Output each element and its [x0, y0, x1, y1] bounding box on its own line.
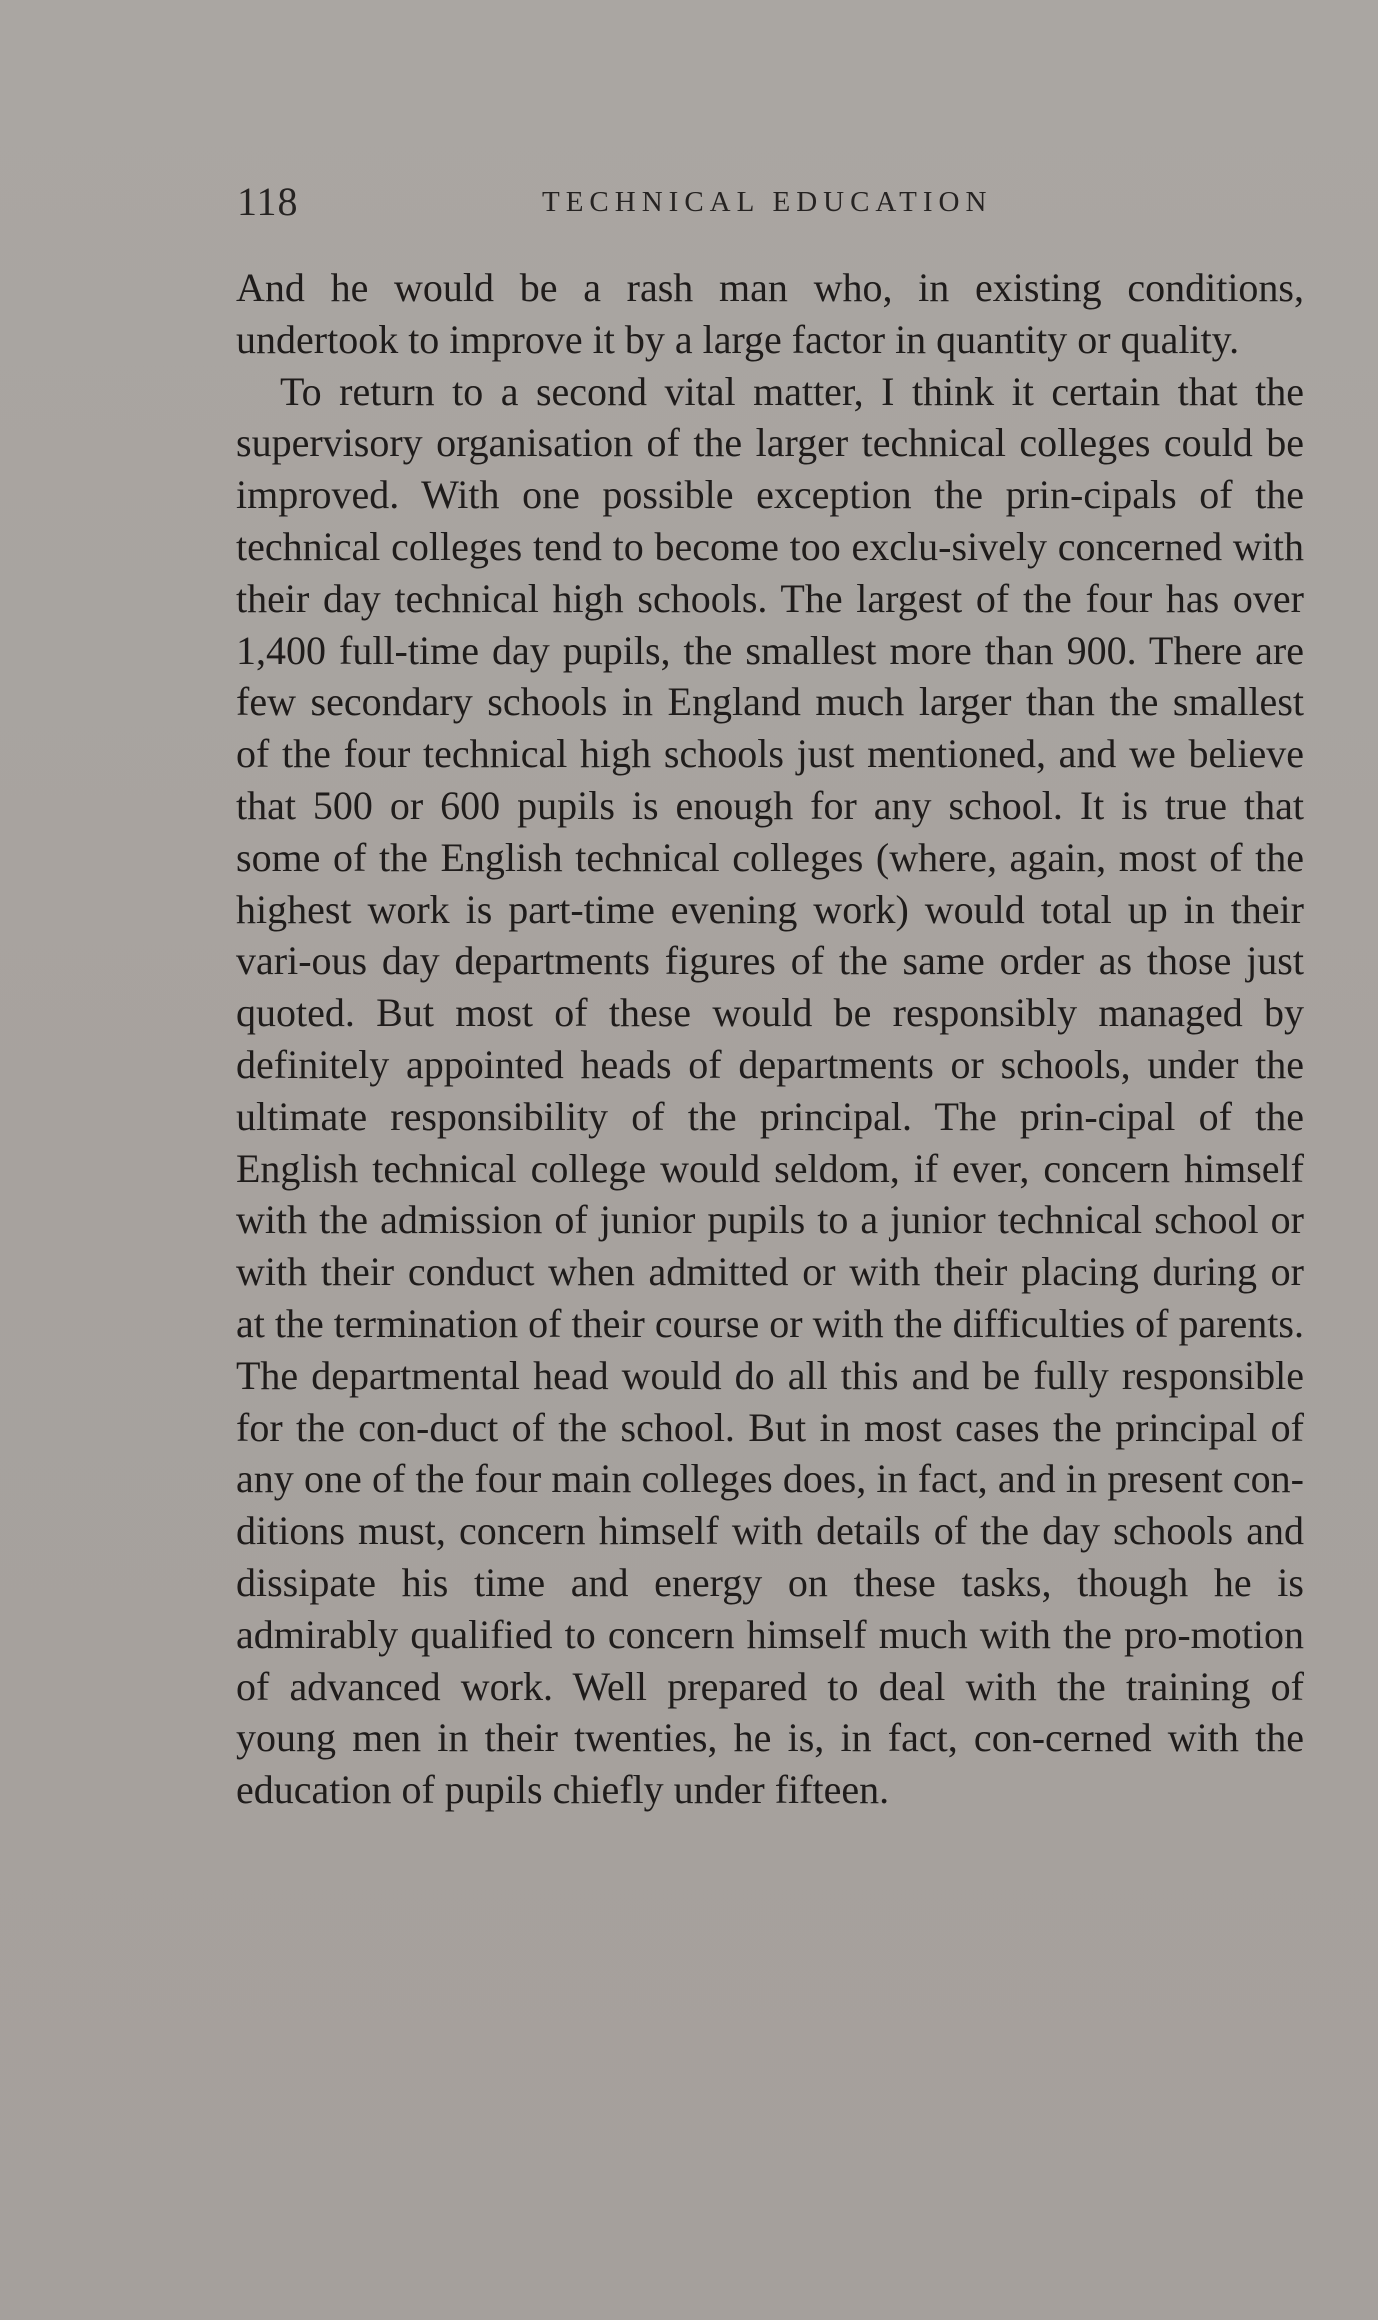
paragraph-supervisory-organisation: To return to a second vital matter, I think it certain that the supervisory organisation of the larger technical colleges could be improved. With one possible exception the prin-cipals of the technical colleges tend to become too exclu-sively concerned with their day technical high schools. The largest of the four has over 1,400 full-time day pupils, the smallest more than 900. There are few secondary schools in England much larger than the smallest of the four technical high schools just mentioned, and we believe that 500 or 600 pupils is enough for any school. It is true that some of the English technical colleges (where, again, most of the highest work is part-time evening work) would total up in their vari-ous day departments figures of the same order as those just quoted. But most of these would be responsibly managed by definitely appointed heads of departments or schools, under the ultimate responsibility of the principal. The prin-cipal of the English technical college would seldom, if ever, concern himself with the admission of junior pupils to a junior technical school or with their conduct when admitted or with their placing during or at the termination of their course or with the difficulties of parents. The departmental head would do all this and be fully responsible for the con-duct of the school. But in most cases the principal of any one of the four main colleges does, in fact, and in present con-ditions must, concern himself with details of the day schools and dissipate his time and energy on these tasks, though he is admirably qualified to concern himself much with the pro-motion of advanced work. Well prepared to deal with the training of young men in their twenties, he is, in fact, con-cerned with the education of pupils chiefly under fifteen. [236, 368, 1304, 1813]
paragraph-continuation: And he would be a rash man who, in existing conditions, undertook to improve it by a large factor in quantity or quality. [236, 265, 1304, 362]
running-title: TECHNICAL EDUCATION [542, 186, 993, 218]
body-text [236, 262, 1304, 1816]
running-head [237, 178, 1305, 238]
page-number: 118 [237, 179, 299, 224]
